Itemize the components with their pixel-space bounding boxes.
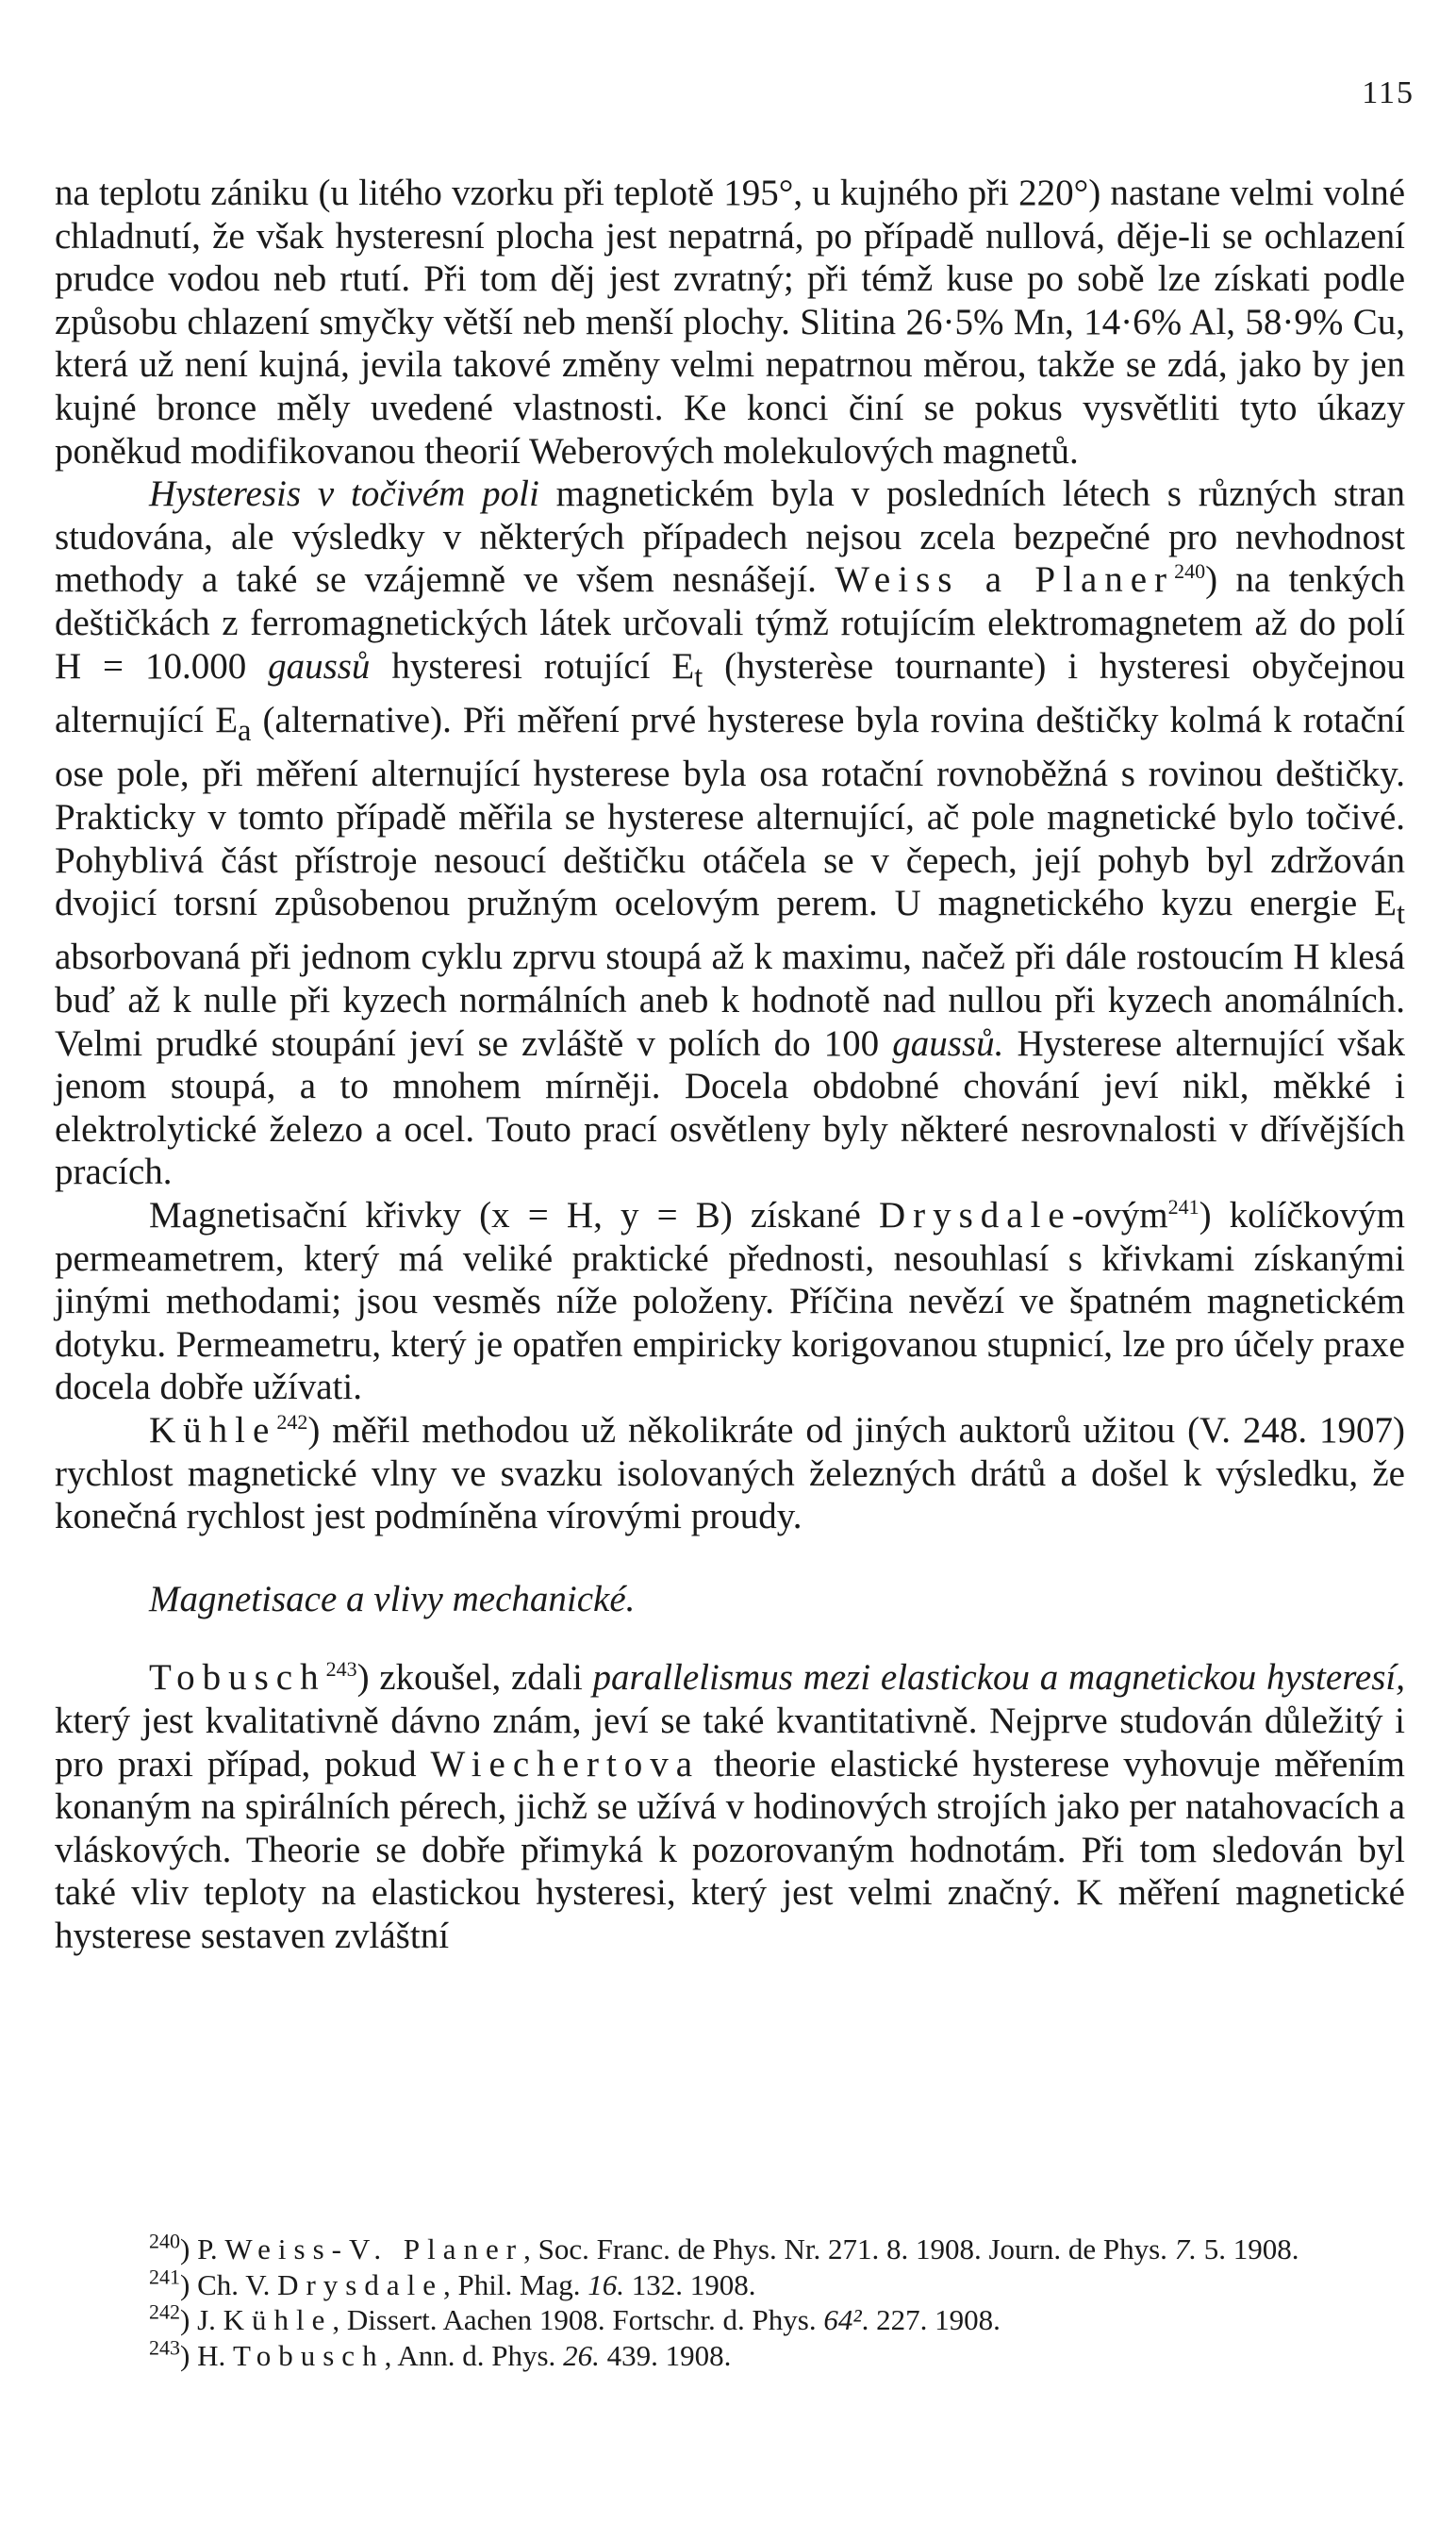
paragraph-1: na teplotu zániku (u litého vzorku při teplotě 195°, u kujného při 220°) nastane velmi volné chladnutí, že však hysteresní plocha jest nepatrná, po případě nullová, děje-li se ochlazení prudce vodou neb rtutí. Při tom děj jest zvratný; při témž kuse po sobě lze získati podle způsobu chlazení smyčky větší neb menší plochy. Slitina 26·5% Mn, 14·6% Al, 58·9% Cu, která už není kujná, jevila takové změny velmi nepatrnou měrou, takže se zdá, jako by jen kujné bronce měly uvedené vlastnosti. Ke konci činí se pokus vysvětliti tyto úkazy poněkud modifikovanou theorií Weberových molekulových magnetů.	[55, 173, 1405, 472]
text-span: theorie elastické hysterese vyhovuje měřením konaným na spirálních pérech, jichž se užívá v hodinových strojích jako per natahovacích a vláskových. Theorie se dobře přimyká k pozorovaným hodnotám. Při tom sledován byl také vliv teploty na elastickou hysteresi, který jest velmi značný. K měření magnetické hysterese sestaven zvláštní	[55, 1743, 1405, 1956]
author-names: Weiss a Planer	[835, 559, 1175, 601]
footnote-number: 242	[149, 2299, 180, 2324]
footnote-242	[55, 2299, 1405, 2338]
subscript: t	[694, 659, 703, 694]
text-span: 5. 1908.	[1196, 2232, 1299, 2265]
italic-term: Hysteresis v točivém poli	[149, 473, 539, 515]
author-name: Weiss-V. Planer	[224, 2232, 524, 2265]
author-name: Kühle	[149, 1410, 277, 1452]
text-span: který jest kvalitativně dávno znám, jeví se také kvantitativně. Nejprve studován důležitý i pro praxi případ, pokud	[55, 1700, 1405, 1784]
footnote-241	[55, 2267, 1405, 2303]
body-text	[55, 172, 1405, 1958]
subscript: a	[238, 713, 252, 748]
text-span: , Ann. d. Phys.	[384, 2338, 564, 2372]
text-span: ) H.	[180, 2338, 233, 2372]
text-span: , Dissert. Aachen 1908. Fortschr. d. Phys.	[332, 2303, 824, 2336]
text-span: ) měřil methodou už několikráte od jiných auktorů užitou (V. 248. 1907) rychlost magnetické vlny ve svazku isolovaných železných drátů a došel k výsledku, že konečná rychlost jest podmíněna vírovými proudy.	[55, 1410, 1405, 1537]
unit-italic: gaussů.	[892, 1022, 1004, 1064]
footnote-240	[55, 2229, 1405, 2267]
text-span: , Phil. Mag.	[443, 2267, 588, 2301]
text-span: ) Ch. V.	[180, 2267, 278, 2301]
text-span: , Soc. Franc. de Phys. Nr. 271. 8. 1908. Journ. de Phys.	[523, 2232, 1175, 2265]
text-span: 439. 1908.	[599, 2338, 732, 2372]
paragraph-2	[55, 473, 1405, 1194]
author-name: Drysdale	[277, 2267, 443, 2301]
page-number: 115	[1362, 75, 1415, 110]
text-span: Magnetisační křivky (x = H, y = B) získané	[149, 1195, 879, 1236]
paragraph-4	[55, 1409, 1405, 1538]
footnote-number: 243	[149, 2335, 180, 2360]
text-span: hysteresi rotující E	[370, 645, 695, 687]
text-span: ) na tenkých deštičkách z ferromagnetických látek určovali týmž rotujícím elektromagnetem až do polí H = 10.000	[55, 559, 1406, 687]
italic-phrase: parallelismus mezi elastickou a magnetickou hysteresí,	[592, 1657, 1405, 1699]
volume-number: 64²	[823, 2303, 862, 2336]
footnote-ref: 240	[1174, 559, 1206, 584]
paragraph-5	[55, 1656, 1405, 1957]
volume-number: 7.	[1174, 2232, 1197, 2265]
footnote-number: 241	[149, 2265, 180, 2289]
text-span: ) J.	[180, 2303, 223, 2336]
author-name: Tobusch	[232, 2338, 385, 2372]
text-span: Hysterese alternující však jenom stoupá, a to mnohem mírněji. Docela obdobné chování jeví nikl, měkké i elektrolytické železo a ocel. Touto prací osvětleny byly některé nesrovnalosti v dřívějších pracích.	[55, 1022, 1406, 1193]
volume-number: 16.	[587, 2267, 625, 2301]
volume-number: 26.	[563, 2338, 600, 2372]
author-name: Kühle	[223, 2303, 333, 2336]
author-name: Tobusch	[149, 1657, 326, 1699]
footnote-ref: 241	[1167, 1195, 1200, 1220]
text-span: ) kolíčkovým permeametrem, který má veliké praktické přednosti, nesouhlasí s křivkami získanými jinými methodami; jsou vesměs níže položeny. Příčina nevězí ve špatném magnetickém dotyku. Permeametru, který je opatřen empiricky korigovanou stupnicí, lze pro účely praxe docela dobře užívati.	[55, 1195, 1405, 1408]
text-span: . 227. 1908.	[861, 2303, 1001, 2336]
text-span: ) P.	[180, 2232, 225, 2265]
text-span: (hysterèse tournante) i hysteresi obyčejnou alternující E	[55, 645, 1405, 740]
text-span: magnetickém byla v posledních létech s různých stran studována, ale výsledky v některých případech nejsou zcela bezpečné pro nevhodnost methody a také se vzájemně ve všem nesnášejí.	[55, 473, 1405, 601]
text-span: (alternative). Při měření prvé hysterese byla rovina deštičky kolmá k rotační ose pole, při měření alternující hysterese byla osa rotační rovnoběžná s rovinou deštičky. Prakticky v tomto případě měřila se hysterese alternující, ač pole magnetické bylo točivé. Pohyblivá část přístroje nesoucí deštičku otáčela se v čepech, její pohyb byl zdržován dvojicí torsní způsobenou pružným ocelovým perem. U magnetického kyzu energie E	[55, 699, 1405, 924]
paragraph-3	[55, 1194, 1405, 1409]
unit-italic: gaussů	[268, 645, 371, 687]
author-name: Wiechertova	[430, 1743, 701, 1784]
footnote-243	[55, 2335, 1405, 2374]
text-span: -ovým	[1071, 1195, 1168, 1236]
footnote-ref: 243	[325, 1657, 357, 1682]
section-heading: Magnetisace a vlivy mechanické.	[149, 1578, 636, 1619]
author-name: Drysdale	[878, 1195, 1072, 1236]
text-span: absorbovaná při jednom cyklu zprvu stoupá až k maximu, načež při dále rostoucím H klesá buď až k nulle při kyzech normálních aneb k hodnotě nad nullou při kyzech anomálních. Velmi prudké stoupání jeví se zvláště v polích do 100	[55, 937, 1405, 1064]
subscript: t	[1396, 896, 1405, 931]
footnote-number: 240	[149, 2229, 180, 2253]
footnote-ref: 242	[276, 1410, 308, 1435]
footnotes	[55, 2229, 1405, 2373]
text-span: ) zkoušel, zdali	[356, 1657, 593, 1699]
text-span: 132. 1908.	[624, 2267, 756, 2301]
